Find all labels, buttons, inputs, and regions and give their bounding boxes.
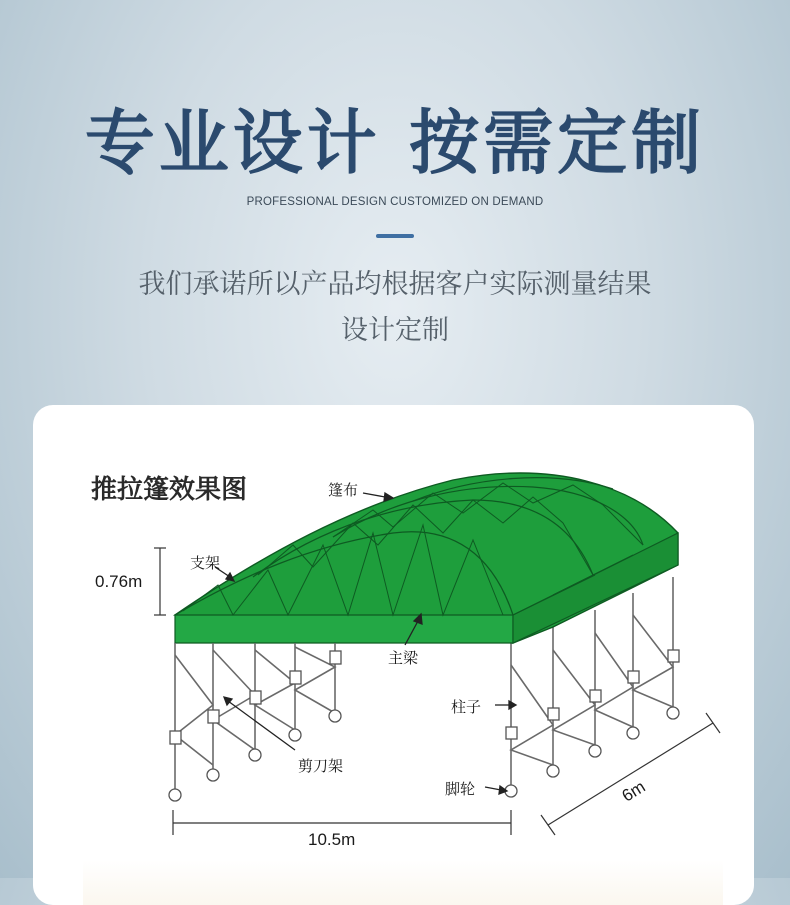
headline: 专业设计 按需定制 — [84, 102, 706, 184]
length-label: 10.5m — [308, 830, 356, 849]
label-main-beam: 主梁 — [388, 649, 419, 667]
label-pillar: 柱子 — [451, 698, 482, 716]
label-canopy-cloth: 篷布 — [328, 481, 359, 499]
promise-line-1: 我们承诺所以产品均根据客户实际测量结果 — [138, 269, 652, 300]
diagram-card — [33, 405, 754, 905]
height-label: 0.76m — [95, 572, 143, 591]
promise-text — [95, 262, 695, 354]
label-bracket: 支架 — [190, 554, 221, 572]
right-side-joints — [505, 650, 679, 797]
width-label: 6m — [618, 777, 649, 806]
promise-line-2: 设计定制 — [341, 315, 449, 346]
height-dimension — [154, 548, 166, 615]
card-title: 推拉篷效果图 — [91, 475, 248, 505]
accent-bar — [376, 234, 414, 238]
card-bottom-fade — [83, 860, 723, 905]
label-caster: 脚轮 — [445, 780, 476, 798]
tent-diagram — [33, 405, 754, 905]
label-scissor-frame: 剪刀架 — [298, 757, 344, 775]
subtitle: PROFESSIONAL DESIGN CUSTOMIZED ON DEMAND — [246, 196, 544, 208]
